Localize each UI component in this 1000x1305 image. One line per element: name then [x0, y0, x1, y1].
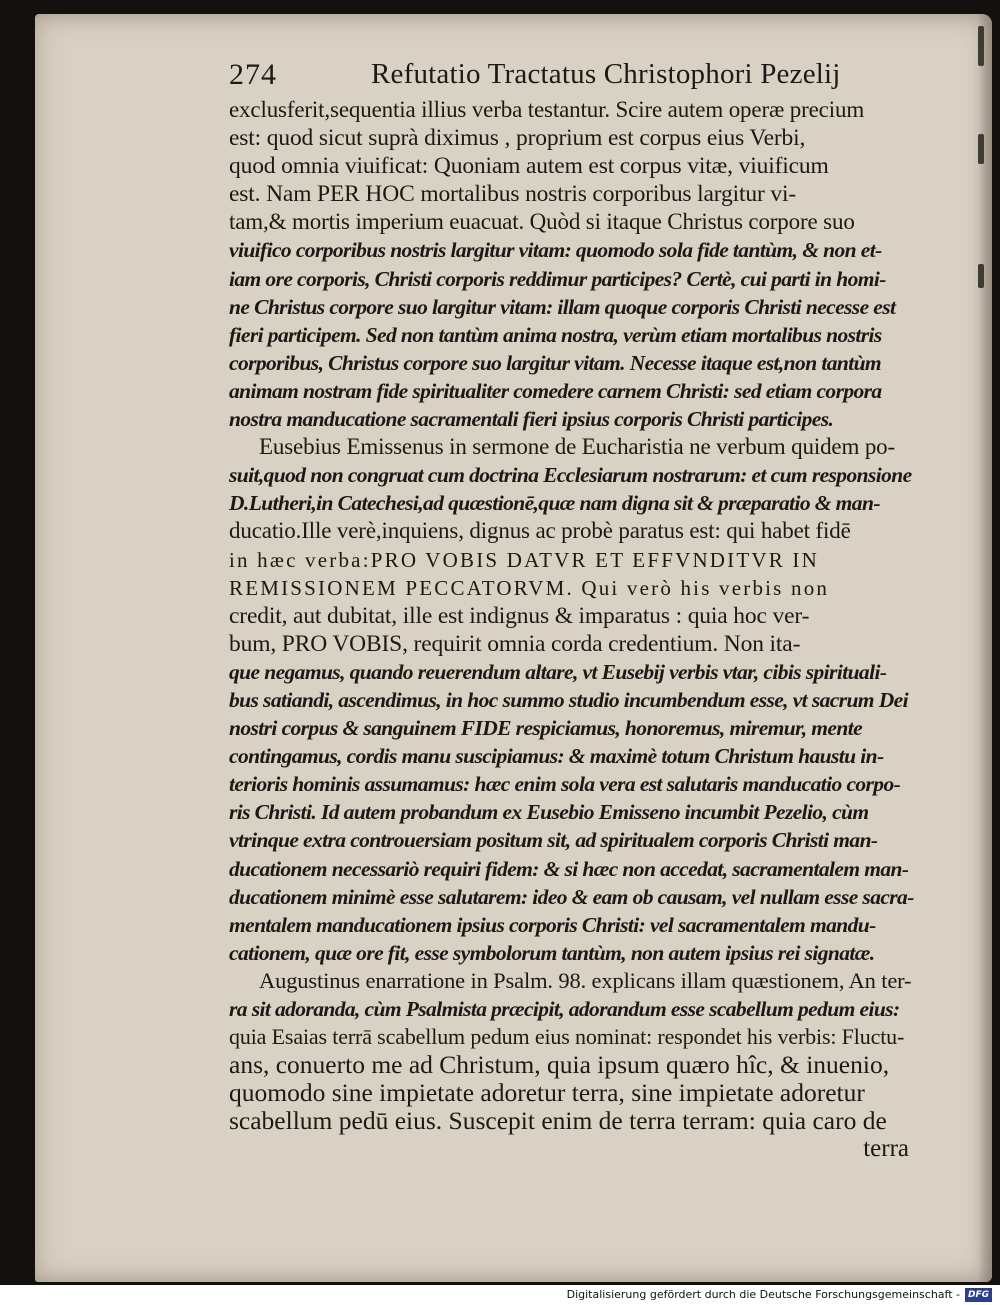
text-line: quomodo sine impietate adoretur terra, sine impietate adoretur [229, 1078, 865, 1108]
text-line: nostri corpus & sanguinem FIDE respiciamus, honoremus, miremur, mente [229, 716, 863, 741]
text-line: ducationem necessariò requiri fidem: & si hæc non accedat, sacramentalem man- [229, 856, 909, 881]
text-line: iam ore corporis, Christi corporis reddimur participes? Certè, cui parti in homi- [229, 266, 886, 291]
text-line: REMISSIONEM PECCATORVM. Qui verò his verbis non [229, 575, 830, 600]
text-line: ducationem minimè esse salutarem: ideo & eam ob causam, vel nullam esse sacra- [229, 884, 914, 909]
text-line: in hæc verba:PRO VOBIS DATVR ET EFFVNDITVR IN [229, 547, 819, 572]
binding-mark [978, 26, 984, 66]
text-line: D.Lutheri,in Catechesi,ad quæstionē,quæ nam digna sit & præparatio & man- [229, 491, 880, 516]
text-line: nostra manducatione sacramentali fieri ipsius corporis Christi participes. [229, 407, 834, 432]
text-line: fieri participem. Sed non tantùm anima nostra, verùm etiam mortalibus nostris [229, 322, 882, 347]
text-line: bus satiandi, ascendimus, in hoc summo studio incumbendum esse, vt sacrum Dei [229, 687, 908, 712]
footer-bar [0, 1285, 1000, 1305]
text-line: est: quod sicut suprà diximus , proprium est corpus eius Verbi, [229, 125, 806, 152]
catchword: terra [863, 1135, 909, 1163]
text-line: contingamus, cordis manu suscipiamus: & maximè totum Christum haustu in- [229, 744, 884, 769]
text-line: vtrinque extra controuersiam positum sit, ad spiritualem corporis Christi man- [229, 828, 878, 853]
binding-mark [978, 134, 984, 164]
text-line: tam,& mortis imperium euacuat. Quòd si itaque Christus corpore suo [229, 209, 855, 235]
text-line: ne Christus corpore suo largitur vitam: illam quoque corporis Christi necesse est [229, 294, 896, 319]
text-line: exclusferit,sequentia illius verba testantur. Scire autem operæ precium [229, 97, 865, 122]
text-line: mentalem manducationem ipsius corporis Christi: vel sacramentalem mandu- [229, 912, 876, 937]
text-line: est. Nam PER HOC mortalibus nostris corporibus largitur vi- [229, 181, 797, 208]
text-line: corporibus, Christus corpore suo largitur vitam. Necesse itaque est,non tantùm [229, 350, 882, 375]
text-line: ans, conuerto me ad Christum, quia ipsum quæro hîc, & inuenio, [229, 1050, 890, 1080]
footer-credit: Digitalisierung gefördert durch die Deutsche Forschungsgemeinschaft - [566, 1288, 960, 1301]
text-line: Augustinus enarratione in Psalm. 98. explicans illam quæstionem, An ter- [259, 967, 912, 993]
page-edge-shadow [978, 14, 992, 1282]
text-line: viuifico corporibus nostris largitur vitam: quomodo sola fide tantùm, & non et- [229, 238, 882, 263]
text-line: quod omnia viuificat: Quoniam autem est corpus vitæ, viuificum [229, 153, 829, 180]
text-line: Eusebius Emissenus in sermone de Eucharistia ne verbum quidem po- [259, 434, 896, 460]
text-line: animam nostram fide spiritualiter comedere carnem Christi: sed etiam corpora [229, 378, 882, 403]
text-line: scabellum pedū eius. Suscepit enim de terra terram: quia caro de [229, 1106, 887, 1136]
text-line: cationem, quæ ore fit, esse symbolorum tantùm, non autem ipsius rei signatæ. [229, 940, 875, 965]
dfg-logo: DFG [965, 1288, 992, 1302]
text-line: terioris hominis assumamus: hæc enim sola vera est salutaris manducatio corpo- [229, 772, 901, 797]
text-line: ra sit adoranda, cùm Psalmista præcipit, adorandum esse scabellum pedum eius: [229, 997, 900, 1021]
page-number: 274 [229, 58, 277, 91]
text-line: ris Christi. Id autem probandum ex Eusebio Emisseno incumbit Pezelio, cùm [229, 800, 869, 825]
text-line: bum, PRO VOBIS, requirit omnia corda credentium. Non ita- [229, 630, 801, 657]
binding-mark [978, 264, 984, 288]
text-line: ducatio.Ille verè,inquiens, dignus ac probè paratus est: qui habet fidē [229, 518, 851, 544]
text-line: quia Esaias terrā scabellum pedum eius nominat: respondet his verbis: Fluctu- [229, 1024, 905, 1050]
running-head: Refutatio Tractatus Christophori Pezelij [371, 58, 841, 90]
text-line: credit, aut dubitat, ille est indignus & imparatus : quia hoc ver- [229, 602, 810, 629]
page-header [229, 58, 841, 92]
body-text [229, 96, 919, 1163]
text-line: suit,quod non congruat cum doctrina Ecclesiarum nostrarum: et cum responsione [229, 463, 912, 488]
text-line: que negamus, quando reuerendum altare, vt Eusebij verbis vtar, cibis spirituali- [229, 659, 887, 684]
